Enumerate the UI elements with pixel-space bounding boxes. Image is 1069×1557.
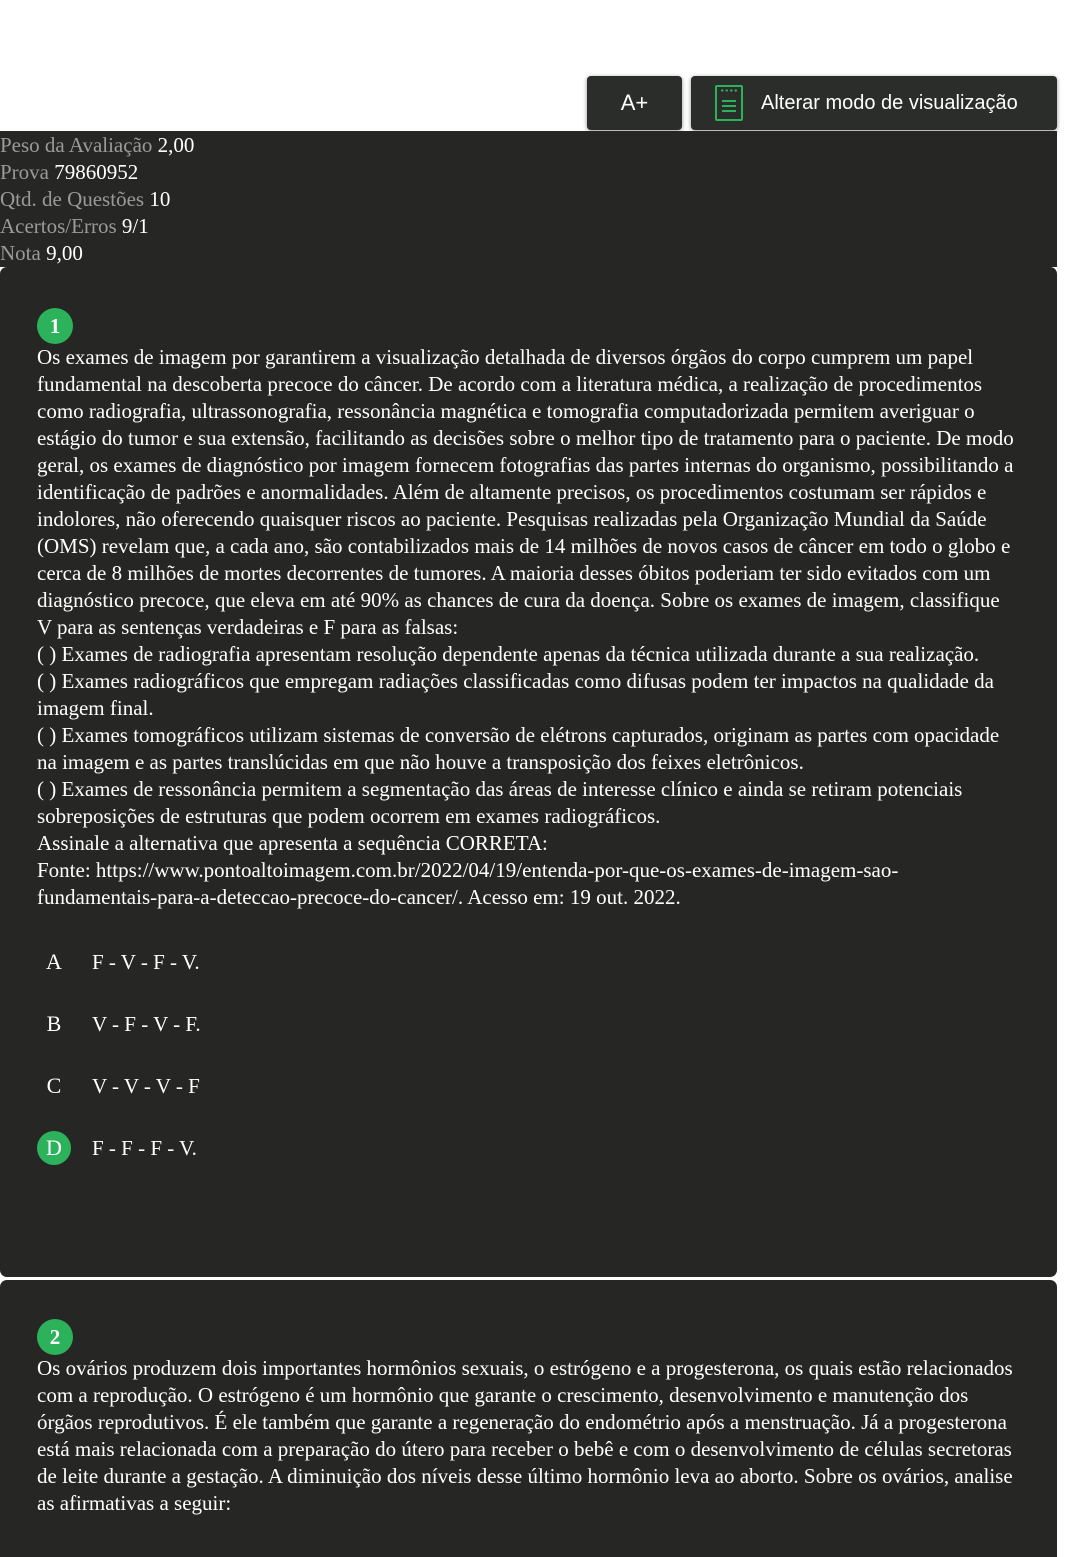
option-c[interactable] <box>37 1055 1017 1117</box>
score-label: Acertos/Erros <box>0 214 117 238</box>
exam-label: Prova <box>0 160 49 184</box>
font-increase-label: A+ <box>620 90 649 115</box>
question-text <box>37 1355 1017 1517</box>
option-a[interactable] <box>37 931 1017 993</box>
option-text: F - F - F - V. <box>92 1135 197 1160</box>
question-card <box>0 267 1057 1277</box>
font-increase-button[interactable] <box>587 76 682 130</box>
score-value: 9/1 <box>121 214 149 238</box>
question-paragraph: ( ) Exames de ressonância permitem a segmentação das áreas de interesse clínico e ainda se retiram potenciais sobreposições de estruturas que podem ocorrem em exames radiográficos. <box>37 777 963 828</box>
question-paragraph: Assinale a alternativa que apresenta a sequência CORRETA: <box>37 831 548 855</box>
option-text: V - V - V - F <box>92 1073 200 1098</box>
option-letter-selected: D <box>37 1131 71 1165</box>
question-card <box>0 1280 1057 1557</box>
weight-label: Peso da Avaliação <box>0 133 153 157</box>
grade-label: Nota <box>0 241 41 265</box>
option-letter: A <box>46 949 62 974</box>
questions-value: 10 <box>149 187 171 211</box>
questions-row <box>0 186 1057 213</box>
question-paragraph: ( ) Exames radiográficos que empregam radiações classificadas como difusas podem ter impactos na qualidade da imagem final. <box>37 669 994 720</box>
weight-value: 2,00 <box>157 133 195 157</box>
grade-value: 9,00 <box>46 241 83 265</box>
exam-summary <box>0 131 1057 267</box>
question-number-badge: 2 <box>37 1319 73 1355</box>
question-number-badge: 1 <box>37 308 73 344</box>
questions-label: Qtd. de Questões <box>0 187 145 211</box>
option-text: V - F - V - F. <box>92 1011 201 1036</box>
question-paragraph: Os exames de imagem por garantirem a visualização detalhada de diversos órgãos do corpo cumprem um papel fundamental na descoberta precoce do câncer. De acordo com a literatura médica, a realização de procedimentos como radiografia, ultrassonografia, ressonância magnética e tomografia computadorizada permitem averiguar o estágio do tumor e sua extensão, facilitando as decisões sobre o melhor tipo de tratamento para o paciente. De modo geral, os exames de diagnóstico por imagem fornecem fotografias das partes internas do organismo, possibilitando a identificação de padrões e anormalidades. Além de altamente precisos, os procedimentos costumam ser rápidos e indolores, não oferecendo quaisquer riscos ao paciente. Pesquisas realizadas pela Organização Mundial da Saúde (OMS) revelam que, a cada ano, são contabilizados mais de 14 milhões de novos casos de câncer em todo o globo e cerca de 8 milhões de mortes decorrentes de tumores. A maioria desses óbitos poderiam ter sido evitados com um diagnóstico precoce, que eleva em até 90% as chances de cura da doença. Sobre os exames de imagem, classifique V para as sentenças verdadeiras e F para as falsas: <box>37 345 1014 639</box>
option-d[interactable] <box>37 1117 1017 1179</box>
question-paragraph: ( ) Exames de radiografia apresentam resolução dependente apenas da técnica utilizada durante a sua realização. <box>37 642 980 666</box>
answer-options <box>37 931 1017 1179</box>
score-row <box>0 213 1057 240</box>
question-paragraph: ( ) Exames tomográficos utilizam sistemas de conversão de elétrons capturados, originam as partes com opacidade na imagem e as partes translúcidas em que não houve a transposição dos feixes eletrônicos. <box>37 723 1000 774</box>
question-text <box>37 344 1017 911</box>
exam-row <box>0 159 1057 186</box>
exam-value: 79860952 <box>54 160 139 184</box>
view-mode-label: Alterar modo de visualização <box>761 91 1018 114</box>
view-mode-button[interactable] <box>691 76 1057 130</box>
question-paragraph: Fonte: https://www.pontoaltoimagem.com.br/2022/04/19/entenda-por-que-os-exames-de-imagem-sao-fundamentais-para-a-deteccao-precoce-do-cancer/. Acesso em: 19 out. 2022. <box>37 858 899 909</box>
option-b[interactable] <box>37 993 1017 1055</box>
option-letter: C <box>46 1073 62 1098</box>
document-icon <box>715 85 743 121</box>
weight-row <box>0 132 1057 159</box>
grade-row <box>0 240 1057 267</box>
option-text: F - V - F - V. <box>92 949 200 974</box>
question-paragraph: Os ovários produzem dois importantes hormônios sexuais, o estrógeno e a progesterona, os quais estão relacionados com a reprodução. O estrógeno é um hormônio que garante o crescimento, desenvolvimento e manutenção dos órgãos reprodutivos. É ele também que garante a regeneração do endométrio após a menstruação. Já a progesterona está mais relacionada com a preparação do útero para receber o bebê e com o desenvolvimento de células secretoras de leite durante a gestação. A diminuição dos níveis desse último hormônio leva ao aborto. Sobre os ovários, analise as afirmativas a seguir: <box>37 1356 1013 1515</box>
option-letter: B <box>46 1011 62 1036</box>
